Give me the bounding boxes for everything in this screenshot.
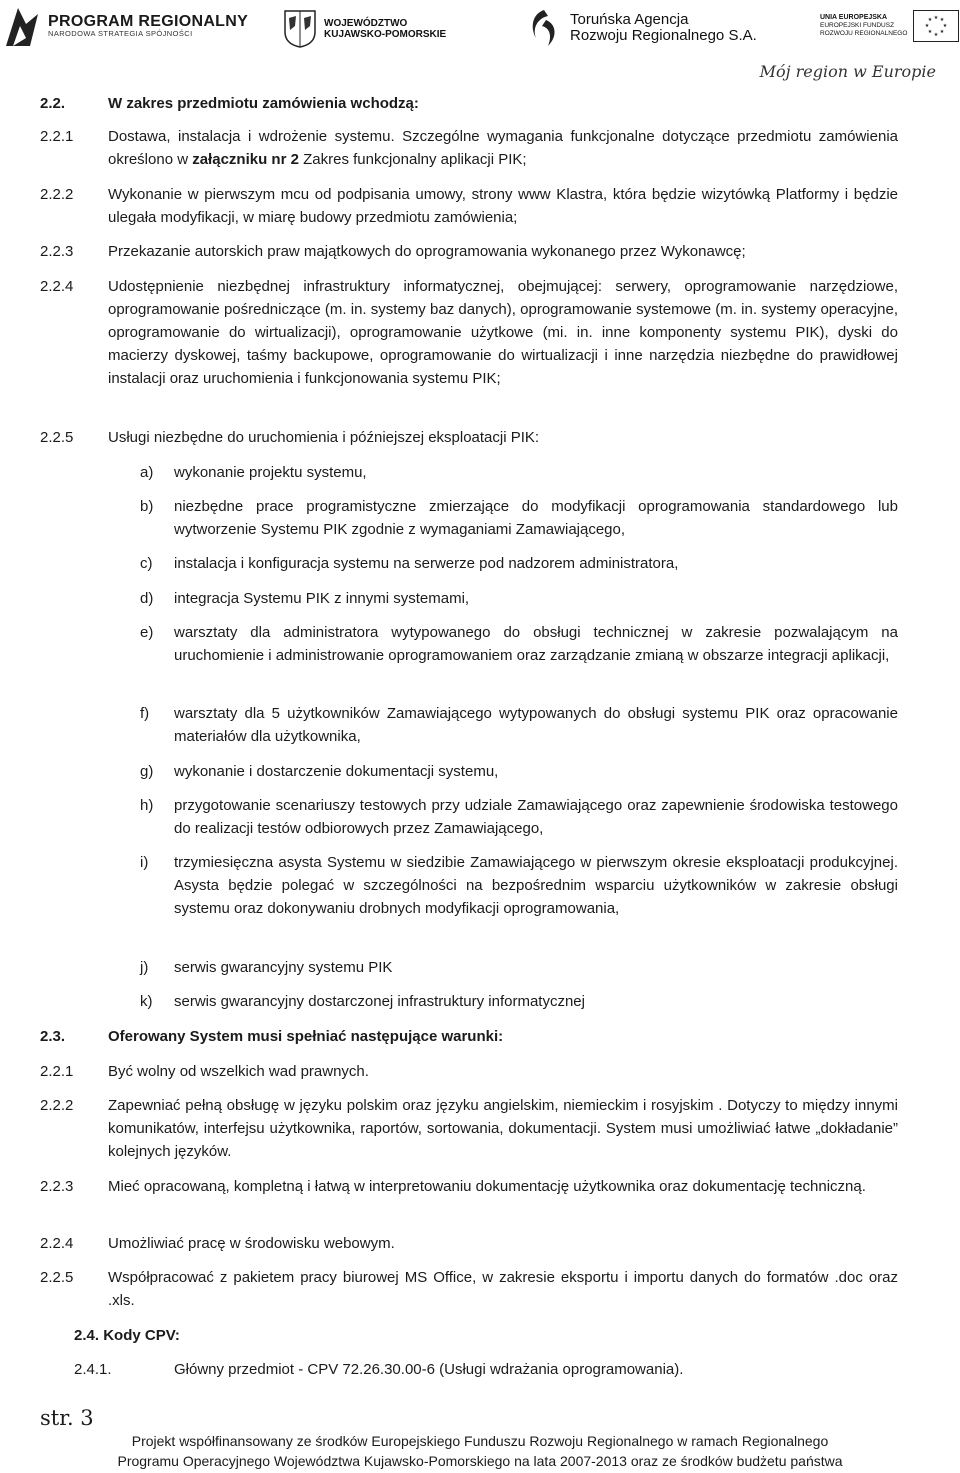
program-title: PROGRAM REGIONALNY [48,12,249,30]
eu-logo [820,10,959,42]
sub-item [140,956,898,979]
agency-icon [526,8,562,48]
item-text: Współpracować z pakietem pracy biurowej MS Office, w zakresie eksportu i importu danych do formatów .doc oraz .xls. [108,1269,898,1309]
list-item [40,125,898,171]
voivodeship-logo [284,10,446,48]
sub-item-letter: f) [140,705,150,722]
list-item [40,426,898,449]
sub-item-text: serwis gwarancyjny systemu PIK [174,959,393,976]
program-subtitle: NARODOWA STRATEGIA SPÓJNOŚCI [48,29,193,39]
cpv-text: Główny przedmiot - CPV 72.26.30.00-6 (Usługi wdrażania oprogramowania). [174,1361,684,1378]
sub-item-letter: e) [140,624,154,641]
item-text: Umożliwiać pracę w środowisku webowym. [108,1235,395,1252]
logo-header [0,0,960,81]
sub-item-text: wykonanie i dostarczenie dokumentacji systemu, [174,763,499,780]
list-item [40,1094,898,1163]
section-title: Oferowany System musi spełniać następujące warunki: [108,1028,504,1045]
sub-item-letter: a) [140,464,154,481]
section-heading [40,1025,898,1048]
page-number: str. 3 [40,1406,94,1430]
svg-text:★: ★ [943,23,948,29]
list-item [40,1175,898,1198]
section-heading [74,1324,180,1347]
item-number: 2.2.2 [40,186,74,203]
sub-item-text: niezbędne prace programistyczne zmierzające do modyfikacji oprogramowania standardowego lub wytworzenie Systemu PIK zgodnie z wymaganiami Zamawiającego, [174,498,898,538]
sub-item [140,794,898,840]
list-item [40,1060,898,1083]
svg-text:★: ★ [940,17,945,23]
sub-item-text: serwis gwarancyjny dostarczonej infrastruktury informatycznej [174,993,585,1010]
sub-item [140,552,898,575]
program-regionalny-icon [4,4,40,48]
sub-item-letter: d) [140,590,154,607]
section-number: 2.3. [40,1028,66,1045]
sub-item [140,851,898,920]
eu-flag-icon [913,10,959,42]
sub-item [140,495,898,541]
voivodeship-line2: KUJAWSKO-POMORSKIE [324,29,447,40]
coat-of-arms-icon [284,10,316,48]
item-number: 2.2.5 [40,429,74,446]
item-text: Być wolny od wszelkich wad prawnych. [108,1063,369,1080]
sub-item-text: warsztaty dla administratora wytypowanego do obsługi technicznej w zakresie pozwalającym na uruchomienie i administrowanie oprogramowaniem oraz zarządzanie zmianą w obszarze integracji aplikacji, [174,624,898,664]
eu-line1: UNIA EUROPEJSKA [820,13,888,21]
sub-item-text: wykonanie projektu systemu, [174,464,367,481]
item-number: 2.2.4 [40,278,74,295]
item-text: Udostępnienie niezbędnej infrastruktury informatycznej, obejmującej: serwery, oprogramowanie narzędziowe, oprogramowanie pośredniczące (m. in. systemy baz danych), oprogramowanie systemowe (m. in. systemy operacyjne, oprogramowanie do wirtualizacji), oprogramowanie użytkowe (mi. in. inne komponenty systemu PIK), dyski do macierzy dyskowej, taśmy backupowe, oprogramowanie do wirtualizacji i inne narzędzia niezbędne do prawidłowej instalacji oraz uruchomienia i funkcjonowania systemu PIK; [108,278,898,387]
sub-item [140,461,898,484]
section-heading [40,92,898,115]
section-number: 2.2. [40,95,66,112]
voivodeship-line1: WOJEWÓDZTWO [324,17,408,29]
svg-text:★: ★ [928,29,933,35]
item-number: 2.2.4 [40,1235,74,1252]
agency-line1: Toruńska Agencja [570,10,689,28]
sub-item [140,760,898,783]
svg-text:★: ★ [928,17,933,23]
item-number: 2.2.3 [40,243,74,260]
item-text: Przekazanie autorskich praw majątkowych do oprogramowania wykonanego przez Wykonawcę; [108,243,746,260]
sub-item [140,702,898,748]
sub-item-letter: k) [140,993,153,1010]
item-text: Zapewniać pełną obsługę w języku polskim oraz języku angielskim, niemieckim i rosyjskim . Dotyczy to między innymi komunikatów, interfejsu użytkownika, raportów, sortowania, dokumentacji. System musi umożliwiać łatwe „dokładanie” kolejnych języków. [108,1097,898,1160]
sub-item-letter: i) [140,854,149,871]
slogan: Mój region w Europie [759,62,936,81]
sub-item-letter: g) [140,763,154,780]
sub-item-letter: j) [140,959,149,976]
item-text: Mieć opracowaną, kompletną i łatwą w interpretowaniu dokumentację użytkownika oraz dokumentację techniczną. [108,1178,866,1195]
sub-item [140,587,898,610]
sub-item-letter: b) [140,498,154,515]
item-number: 2.2.1 [40,1063,74,1080]
section-title: W zakres przedmiotu zamówienia wchodzą: [108,95,419,112]
item-text: Wykonanie w pierwszym mcu od podpisania umowy, strony www Klastra, która będzie wizytówką Platformy i będzie ulegała modyfikacji, w miarę budowy przedmiotu zamówienia; [108,186,898,226]
agency-logo [526,8,757,48]
item-text: Dostawa, instalacja i wdrożenie systemu. Szczególne wymagania funkcjonalne dotyczące przedmiotu zamówienia określono w załączniku nr 2 Zakres funkcjonalny aplikacji PIK; [108,128,898,168]
section-number: 2.4. [74,1327,100,1344]
list-item [40,1232,898,1255]
sub-item-letter: h) [140,797,154,814]
agency-line2: Rozwoju Regionalnego S.A. [570,27,757,44]
list-item [40,275,898,390]
list-item [40,183,898,229]
sub-item-text: przygotowanie scenariuszy testowych przy udziale Zamawiającego oraz zapewnienie środowiska testowego do realizacji testów odbiorowych przez Zamawiającego, [174,797,898,837]
sub-item-text: integracja Systemu PIK z innymi systemami, [174,590,470,607]
footer-line1: Projekt współfinansowany ze środków Europejskiego Funduszu Rozwoju Regionalnego w ramach Regionalnego [131,1433,829,1449]
sub-item [140,621,898,667]
sub-item-text: warsztaty dla 5 użytkowników Zamawiającego wytypowanych do obsługi systemu PIK oraz opracowanie materiałów dla użytkownika, [174,705,898,745]
footer-line2: Programu Operacyjnego Województwa Kujawsko-Pomorskiego na lata 2007-2013 oraz ze środków budżetu państwa [117,1453,843,1469]
attachment-reference: załączniku nr 2 [192,151,299,168]
item-number: 2.2.3 [40,1178,74,1195]
eu-line3: ROZWOJU REGIONALNEGO [820,30,908,38]
svg-text:★: ★ [934,32,939,38]
list-item [40,240,898,263]
program-regionalny-logo [4,4,248,48]
item-number: 2.2.1 [40,128,74,145]
sub-item-text: instalacja i konfiguracja systemu na serwerze pod nadzorem administratora, [174,555,679,572]
svg-text:★: ★ [934,15,939,21]
sub-item-letter: c) [140,555,153,572]
item-text: Usługi niezbędne do uruchomienia i późniejszej eksploatacji PIK: [108,429,540,446]
section-title: Kody CPV: [103,1327,180,1344]
sub-item [140,990,898,1013]
item-number: 2.2.2 [40,1097,74,1114]
svg-text:★: ★ [940,29,945,35]
sub-item-text: trzymiesięczna asysta Systemu w siedzibie Zamawiającego w pierwszym okresie eksploatacji produkcyjnej. Asysta będzie polegać w szczególności na bezpośrednim wsparciu użytkowników w zakresie obsługi systemu oraz dokonywaniu drobnych modyfikacji oprogramowania, [174,854,898,917]
cpv-number: 2.4.1. [74,1361,112,1378]
eu-line2: EUROPEJSKI FUNDUSZ [820,22,895,30]
svg-text:★: ★ [925,23,930,29]
item-number: 2.2.5 [40,1269,74,1286]
list-item [40,1266,898,1312]
